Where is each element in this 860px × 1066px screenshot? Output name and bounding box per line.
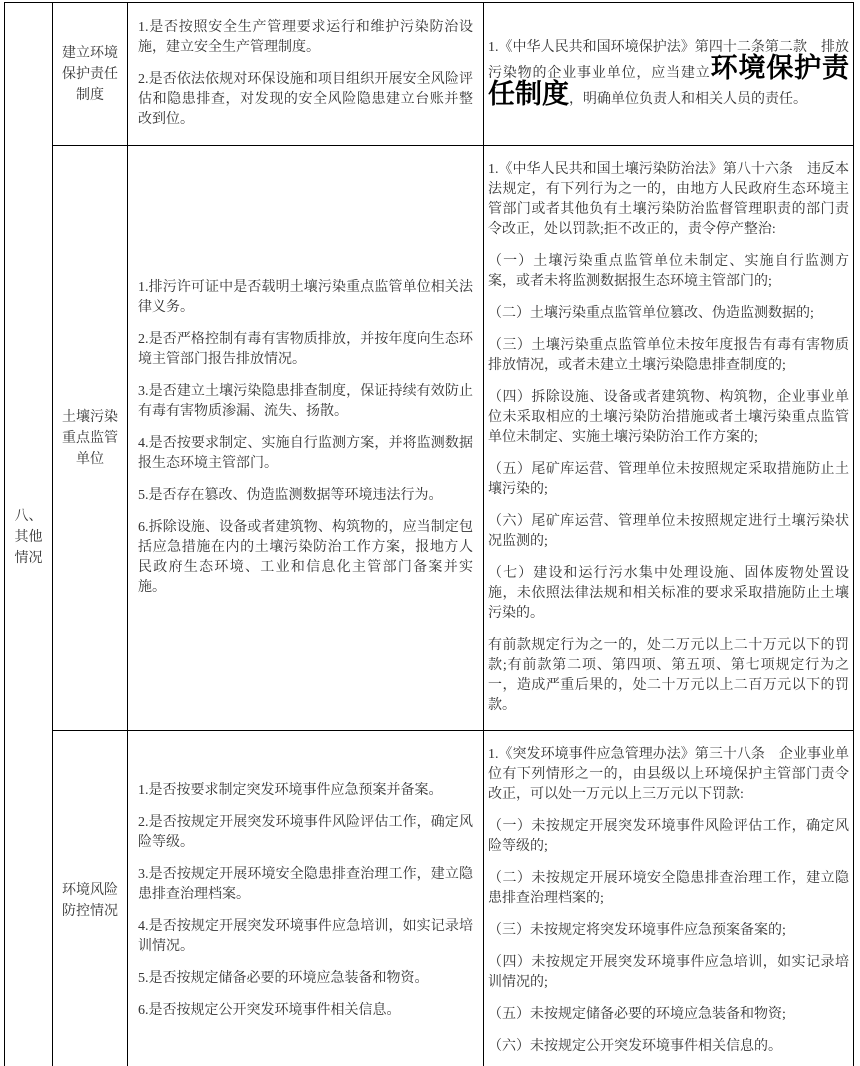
- check-item: 2.是否依法依规对环保设施和项目组织开展安全风险评估和隐患排查，对发现的安全风险隐患建立台账并整改到位。: [138, 72, 473, 127]
- legal-paragraph: （五）未按规定储备必要的环境应急装备和物资;: [488, 1007, 786, 1022]
- legal-highlight: 环境保护责任制度: [488, 53, 850, 109]
- checks-cell-environmental-risk: [128, 731, 484, 1066]
- category-label: 土壤污染重点监管单位: [62, 409, 118, 467]
- check-item: 1.排污许可证中是否载明土壤污染重点监管单位相关法律义务。: [138, 280, 473, 315]
- legal-cell-environmental-risk: [484, 731, 854, 1066]
- legal-paragraph: （一）未按规定开展突发环境事件风险评估工作，确定风险等级的;: [488, 819, 849, 854]
- section-cell: [5, 3, 53, 1066]
- category-cell-responsibility: [53, 3, 128, 146]
- legal-paragraph: （四）未按规定开展突发环境事件应急培训，如实记录培训情况的;: [488, 955, 849, 990]
- check-item: 4.是否按规定开展突发环境事件应急培训，如实记录培训情况。: [138, 919, 473, 954]
- legal-paragraph: （六）未按规定公开突发环境事件相关信息的。: [488, 1039, 782, 1054]
- section-label-line: 情况: [14, 550, 43, 566]
- legal-paragraph: （三）土壤污染重点监管单位未按年度报告有毒有害物质排放情况，或者未建立土壤污染隐患排查制度的;: [488, 338, 849, 373]
- section-label-line: 其他: [14, 529, 43, 545]
- category-label: 环境风险防控情况: [62, 883, 118, 919]
- table-row-responsibility: [5, 3, 854, 146]
- check-item: 4.是否按要求制定、实施自行监测方案，并将监测数据报生态环境主管部门。: [138, 436, 473, 471]
- legal-paragraph: （七）建设和运行污水集中处理设施、固体废物处置设施，未依照法律法规和相关标准的要求采取措施防止土壤污染的。: [488, 566, 849, 621]
- check-item: 3.是否建立土壤污染隐患排查制度，保证持续有效防止有毒有害物质渗漏、流失、扬散。: [138, 384, 473, 419]
- legal-paragraph: 1.《中华人民共和国土壤污染防治法》第八十六条 违反本法规定，有下列行为之一的，由地方人民政府生态环境主管部门或者其他负有土壤污染防治监督管理职责的部门责令改正，处以罚款;拒不改正的，责令停产整治:: [488, 162, 849, 237]
- category-cell-environmental-risk: [53, 731, 128, 1066]
- legal-paragraph: （五）尾矿库运营、管理单位未按照规定采取措施防止土壤污染的;: [488, 462, 849, 497]
- check-item: 5.是否存在篡改、伪造监测数据等环境违法行为。: [138, 488, 443, 503]
- check-item: 2.是否按规定开展突发环境事件风险评估工作，确定风险等级。: [138, 815, 473, 850]
- legal-cell-responsibility: [484, 3, 854, 146]
- legal-cell-soil-pollution: [484, 146, 854, 731]
- compliance-checklist-table: [4, 2, 854, 1066]
- legal-paragraph: 1.《突发环境事件应急管理办法》第三十八条 企业事业单位有下列情形之一的，由县级以上环境保护主管部门责令改正，可以处一万元以上三万元以下罚款:: [488, 747, 849, 802]
- check-item: 1.是否按照安全生产管理要求运行和维护污染防治设施，建立安全生产管理制度。: [138, 20, 473, 55]
- table-row-soil-pollution: [5, 146, 854, 731]
- legal-paragraph: （一）土壤污染重点监管单位未制定、实施自行监测方案，或者未将监测数据报生态环境主管部门的;: [488, 254, 849, 289]
- section-label-line: 八、: [14, 508, 43, 524]
- legal-paragraph: （四）拆除设施、设备或者建筑物、构筑物，企业事业单位未采取相应的土壤污染防治措施或者土壤污染重点监管单位未制定、实施土壤污染防治工作方案的;: [488, 390, 849, 445]
- legal-text-prefix: 1.《中华人民共和国环境保护法》第四十二条第二款 排放污染物的企业事业单位，应当建立: [488, 40, 849, 81]
- legal-paragraph: （三）未按规定将突发环境事件应急预案备案的;: [488, 923, 786, 938]
- category-cell-soil-pollution: [53, 146, 128, 731]
- check-item: 6.是否按规定公开突发环境事件相关信息。: [138, 1003, 401, 1018]
- legal-paragraph: （二）未按规定开展环境安全隐患排查治理工作，建立隐患排查治理档案的;: [488, 871, 849, 906]
- legal-text-suffix: ，明确单位负责人和相关人员的责任。: [569, 92, 807, 107]
- check-item: 5.是否按规定储备必要的环境应急装备和物资。: [138, 971, 429, 986]
- check-item: 1.是否按要求制定突发环境事件应急预案并备案。: [138, 783, 443, 798]
- table-row-environmental-risk: [5, 731, 854, 1066]
- check-item: 2.是否严格控制有毒有害物质排放，并按年度向生态环境主管部门报告排放情况。: [138, 332, 473, 367]
- legal-paragraph: （六）尾矿库运营、管理单位未按照规定进行土壤污染状况监测的;: [488, 514, 849, 549]
- check-item: 6.拆除设施、设备或者建筑物、构筑物的，应当制定包括应急措施在内的土壤污染防治工作方案，报地方人民政府生态环境、工业和信息化主管部门备案并实施。: [138, 520, 473, 595]
- category-label: 建立环境保护责任制度: [62, 45, 118, 103]
- check-item: 3.是否按规定开展环境安全隐患排查治理工作，建立隐患排查治理档案。: [138, 867, 473, 902]
- legal-paragraph: （二）土壤污染重点监管单位篡改、伪造监测数据的;: [488, 306, 814, 321]
- checks-cell-responsibility: [128, 3, 484, 146]
- legal-paragraph: [488, 38, 849, 110]
- legal-paragraph: 有前款规定行为之一的，处二万元以上二十万元以下的罚款;有前款第二项、第四项、第五项、第七项规定行为之一，造成严重后果的，处二十万元以上二百万元以下的罚款。: [488, 638, 849, 713]
- checks-cell-soil-pollution: [128, 146, 484, 731]
